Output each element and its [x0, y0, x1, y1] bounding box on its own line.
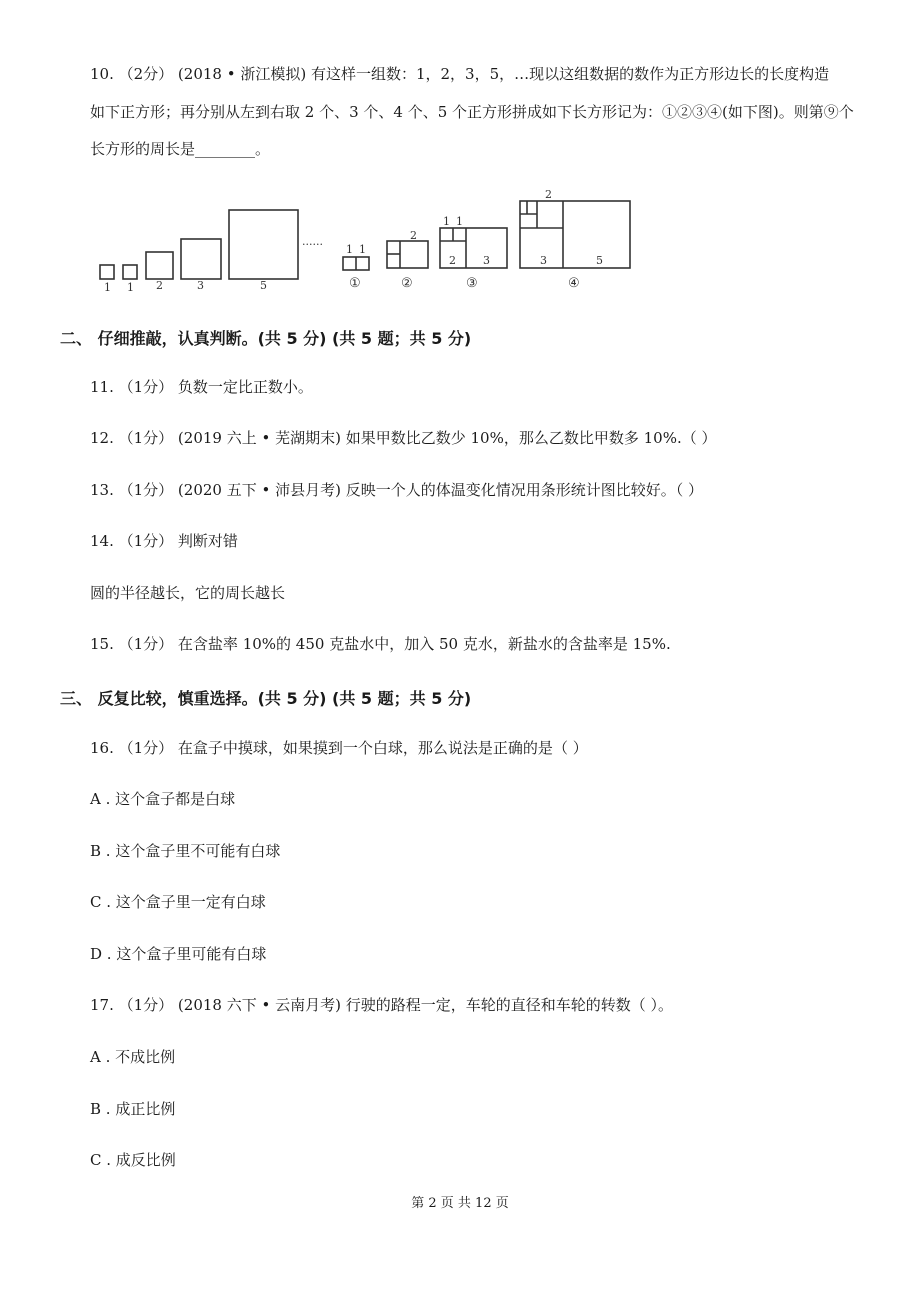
- square-2: [146, 252, 173, 279]
- label-r4a: 2: [545, 188, 552, 201]
- square-1b: [123, 265, 137, 279]
- q17-stem: 17. （1分） (2018 六下 • 云南月考) 行驶的路程一定，车轮的直径和车轮的转数（ ）。: [90, 996, 674, 1014]
- q17-option-c: C . 成反比例: [90, 1151, 176, 1169]
- q17-option-a: A . 不成比例: [90, 1048, 176, 1066]
- label-sq5: 5: [260, 279, 267, 292]
- fibonacci-rectangles-figure: [90, 185, 650, 295]
- q16-option-a: A . 这个盒子都是白球: [90, 790, 236, 808]
- label-r3a: 1: [443, 215, 450, 228]
- q10-line1: 10. （2分） (2018 • 浙江模拟) 有这样一组数：1，2，3，5，…现以这组数据的数作为正方形边长的长度构造: [90, 65, 830, 83]
- q15: 15. （1分） 在含盐率 10%的 450 克盐水中，加入 50 克水，新盐水的含盐率是 15%.: [90, 635, 671, 653]
- label-r4c: 5: [596, 254, 603, 267]
- q16-option-d: D . 这个盒子里可能有白球: [90, 945, 267, 963]
- square-3: [181, 239, 221, 279]
- q14-line1: 14. （1分） 判断对错: [90, 532, 238, 550]
- label-r3b: 1: [456, 215, 463, 228]
- page-footer: 第 2 页 共 12 页: [411, 1196, 509, 1211]
- label-sq2: 2: [156, 279, 163, 292]
- circled-2: ②: [401, 276, 413, 291]
- label-r4b: 3: [540, 254, 547, 267]
- square-1a: [100, 265, 114, 279]
- dots: ......: [302, 235, 323, 248]
- label-r3d: 3: [483, 254, 490, 267]
- q17-option-b: B . 成正比例: [90, 1100, 176, 1118]
- q16-option-b: B . 这个盒子里不可能有白球: [90, 842, 281, 860]
- q11: 11. （1分） 负数一定比正数小。: [90, 378, 313, 396]
- label-r2: 2: [410, 229, 417, 242]
- circled-1: ①: [349, 276, 361, 291]
- circled-4: ④: [568, 276, 580, 291]
- label-r3c: 2: [449, 254, 456, 267]
- label-r1a: 1: [346, 243, 353, 256]
- q16-option-c: C . 这个盒子里一定有白球: [90, 893, 266, 911]
- label-sq3: 3: [197, 279, 204, 292]
- label-sq1b: 1: [127, 281, 134, 294]
- q10-line2: 如下正方形；再分别从左到右取 2 个、3 个、4 个、5 个正方形拼成如下长方形记为：①②③④(如下图)。则第⑨个: [90, 103, 854, 121]
- circled-3: ③: [466, 276, 478, 291]
- q13: 13. （1分） (2020 五下 • 沛县月考) 反映一个人的体温变化情况用条形统计图比较好。（ ）: [90, 481, 704, 499]
- label-sq1a: 1: [104, 281, 111, 294]
- section-2-title: 二、 仔细推敲，认真判断。(共 5 分) (共 5 题；共 5 分): [60, 329, 472, 348]
- q10-line3: 长方形的周长是________。: [90, 140, 271, 158]
- q16-stem: 16. （1分） 在盒子中摸球，如果摸到一个白球，那么说法是正确的是（ ）: [90, 739, 588, 757]
- square-5: [229, 210, 298, 279]
- label-r1b: 1: [359, 243, 366, 256]
- q14-line2: 圆的半径越长，它的周长越长: [90, 584, 286, 602]
- q12: 12. （1分） (2019 六上 • 芜湖期末) 如果甲数比乙数少 10%，那么乙数比甲数多 10%.（ ）: [90, 429, 717, 447]
- section-3-title: 三、 反复比较，慎重选择。(共 5 分) (共 5 题；共 5 分): [60, 689, 472, 708]
